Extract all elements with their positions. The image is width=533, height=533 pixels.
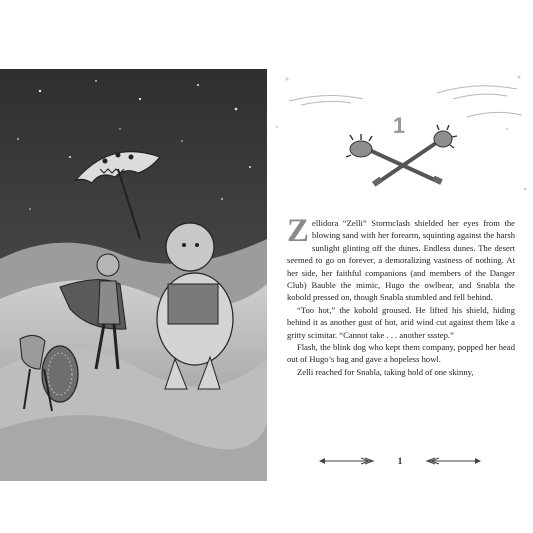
arrow-left-ornament-icon: [319, 458, 373, 464]
paragraph-4: Zelli reached for Snabla, taking hold of one skinny,: [297, 366, 474, 377]
text-page: [267, 69, 533, 481]
paragraph-2: “Too hot,” the kobold groused. He lifted his shield, hiding behind it as another gust of hot, arid wind cut against them like a gritty scimitar. “Cannot take . . . another ssstep.”: [287, 304, 515, 340]
paragraph-1: Zellidora “Zelli” Stormclash shielded her eyes from the blowing sand with her forearm, squinting against the harsh sunlight glinting off the dunes. Endless dunes. The desert seemed to go on forever, a demoralizing vastness of nothing. At her side, her faithful companions (and members of the Danger Club) Bauble the mimic, Hugo the owlbear, and Snabla the kobold pressed on, though Snabla stumbled and fell behind.: [287, 213, 515, 303]
chapter-header-art: [267, 69, 533, 219]
paragraph-3: Flash, the blink dog who kept them company, popped her head out of Hugo’s bag and gave a hopeless howl.: [287, 342, 515, 365]
page-number: 1: [397, 456, 403, 466]
chapter-illustration: [0, 69, 267, 481]
page-footer: [267, 455, 533, 469]
chapter-number: 1: [392, 113, 406, 138]
chapter-body-text: [287, 213, 515, 378]
desert-scene-illustration: [0, 69, 267, 481]
drop-cap: Z: [287, 213, 310, 249]
wind-swirl-ornaments: [289, 86, 522, 117]
arrow-right-ornament-icon: [427, 458, 481, 464]
book-spread: [0, 69, 533, 481]
